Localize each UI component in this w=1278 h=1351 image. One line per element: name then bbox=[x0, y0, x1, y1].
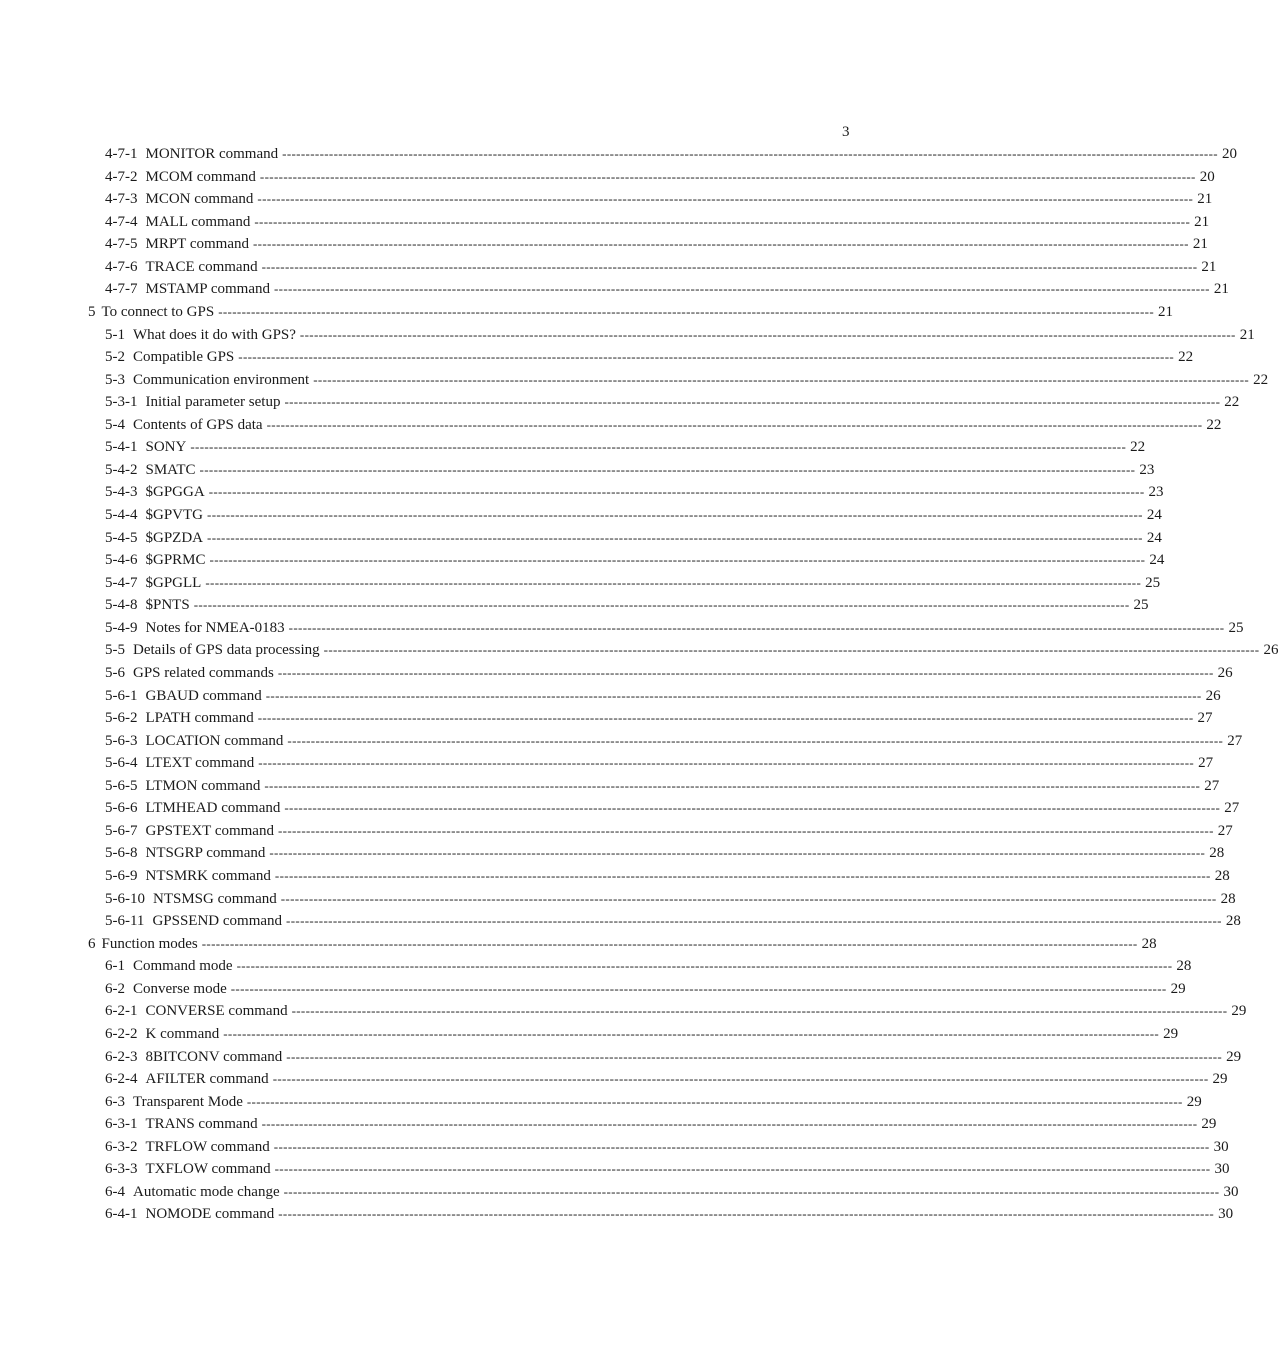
toc-dot-leader: -------------------------------------------------------------------------------------------------------------------------------------------------------------------------------------------------------- bbox=[252, 236, 1189, 252]
toc-entry-number: 5-4-1 bbox=[105, 439, 138, 456]
toc-entry-title: LTMON command bbox=[145, 777, 261, 794]
toc-entry-number: 5-6-5 bbox=[105, 777, 138, 794]
toc-entry-title: CONVERSE command bbox=[145, 1003, 288, 1020]
toc-entry-page: 28 bbox=[1209, 845, 1225, 862]
toc-dot-leader: -------------------------------------------------------------------------------------------------------------------------------------------------------------------------------------------------------- bbox=[259, 168, 1196, 184]
toc-entry[interactable] bbox=[0, 188, 1213, 211]
toc-entry-page: 21 bbox=[1158, 303, 1174, 320]
toc-entry-page: 26 bbox=[1263, 642, 1278, 659]
toc-dot-leader: -------------------------------------------------------------------------------------------------------------------------------------------------------------------------------------------------------- bbox=[282, 146, 1218, 161]
toc-entry-page: 22 bbox=[1178, 349, 1194, 366]
toc-entry-title: Automatic mode change bbox=[133, 1183, 280, 1200]
toc-entry-page: 23 bbox=[1148, 484, 1164, 501]
toc-entry-number: 5-4-9 bbox=[105, 619, 138, 636]
toc-entry-title: TXFLOW command bbox=[145, 1161, 271, 1178]
toc-entry-number: 5-4-3 bbox=[105, 484, 138, 501]
toc-dot-leader: -------------------------------------------------------------------------------------------------------------------------------------------------------------------------------------------------------- bbox=[201, 935, 1138, 951]
toc-entry-title: LPATH command bbox=[145, 710, 254, 727]
toc-entry-page: 24 bbox=[1149, 552, 1165, 569]
toc-entry-number: 5-6-7 bbox=[105, 822, 138, 839]
toc-entry[interactable] bbox=[0, 481, 1164, 504]
toc-entry[interactable] bbox=[0, 752, 1214, 775]
toc-dot-leader: -------------------------------------------------------------------------------------------------------------------------------------------------------------------------------------------------------- bbox=[264, 777, 1201, 793]
toc-entry-title: NTSMSG command bbox=[153, 890, 277, 907]
toc-entry-title: GPSTEXT command bbox=[145, 822, 274, 839]
toc-dot-leader: -------------------------------------------------------------------------------------------------------------------------------------------------------------------------------------------------------- bbox=[288, 619, 1225, 635]
toc-entry-page: 27 bbox=[1217, 822, 1233, 839]
toc-entry-title: NOMODE command bbox=[145, 1206, 275, 1223]
toc-entry-number: 5-4-8 bbox=[105, 597, 138, 614]
toc-entry-number: 4-7-1 bbox=[105, 146, 138, 162]
toc-entry[interactable] bbox=[0, 1023, 1179, 1046]
toc-entry-title: TRANS command bbox=[145, 1116, 258, 1133]
toc-entry-title: $GPZDA bbox=[145, 529, 204, 546]
toc-entry[interactable] bbox=[0, 1046, 1242, 1069]
toc-dot-leader: -------------------------------------------------------------------------------------------------------------------------------------------------------------------------------------------------------- bbox=[254, 213, 1191, 229]
toc-entry-title: Transparent Mode bbox=[133, 1093, 243, 1110]
toc-entry-page: 28 bbox=[1220, 890, 1236, 907]
toc-entry-page: 30 bbox=[1223, 1183, 1239, 1200]
toc-entry[interactable] bbox=[0, 955, 1192, 978]
toc-entry-number: 4-7-3 bbox=[105, 191, 138, 208]
toc-dot-leader: -------------------------------------------------------------------------------------------------------------------------------------------------------------------------------------------------------- bbox=[299, 326, 1236, 342]
toc-dot-leader: -------------------------------------------------------------------------------------------------------------------------------------------------------------------------------------------------------- bbox=[205, 574, 1142, 590]
toc-entry[interactable] bbox=[0, 436, 1146, 459]
toc-entry-number: 5-6-10 bbox=[105, 890, 145, 907]
toc-entry-number: 5-3 bbox=[105, 371, 125, 388]
toc-entry-number: 6-2-3 bbox=[105, 1048, 138, 1065]
toc-entry-number: 5-2 bbox=[105, 349, 125, 366]
toc-entry-number: 5-4-5 bbox=[105, 529, 138, 546]
toc-entry-title: Converse mode bbox=[133, 980, 227, 997]
toc-entry[interactable] bbox=[0, 143, 1237, 166]
toc-dot-leader: -------------------------------------------------------------------------------------------------------------------------------------------------------------------------------------------------------- bbox=[277, 822, 1214, 838]
toc-entry-title: LOCATION command bbox=[145, 732, 284, 749]
toc-entry-number: 6-2-4 bbox=[105, 1071, 138, 1088]
toc-entry-title: $GPRMC bbox=[145, 552, 206, 569]
toc-entry-page: 29 bbox=[1201, 1116, 1217, 1133]
toc-entry-number: 5-3-1 bbox=[105, 394, 138, 411]
toc-dot-leader: -------------------------------------------------------------------------------------------------------------------------------------------------------------------------------------------------------- bbox=[190, 439, 1127, 455]
toc-entry-title: $GPGGA bbox=[145, 484, 205, 501]
toc-entry[interactable] bbox=[0, 1068, 1228, 1091]
toc-dot-leader: -------------------------------------------------------------------------------------------------------------------------------------------------------------------------------------------------------- bbox=[291, 1003, 1228, 1019]
toc-entry-title: MCON command bbox=[145, 191, 254, 208]
toc-entry-page: 28 bbox=[1225, 913, 1241, 930]
toc-dot-leader: -------------------------------------------------------------------------------------------------------------------------------------------------------------------------------------------------------- bbox=[274, 1161, 1211, 1177]
toc-dot-leader: -------------------------------------------------------------------------------------------------------------------------------------------------------------------------------------------------------- bbox=[246, 1093, 1183, 1109]
toc-entry-page: 26 bbox=[1217, 664, 1233, 681]
toc-dot-leader: -------------------------------------------------------------------------------------------------------------------------------------------------------------------------------------------------------- bbox=[207, 507, 1143, 522]
toc-entry-number: 5-5 bbox=[105, 642, 125, 659]
toc-entry-page: 21 bbox=[1239, 326, 1255, 343]
toc-entry-number: 5-6-2 bbox=[105, 710, 138, 727]
toc-entry[interactable] bbox=[0, 211, 1210, 234]
toc-entry-number: 6-3-3 bbox=[105, 1161, 138, 1178]
toc-entry[interactable] bbox=[0, 1158, 1230, 1181]
toc-entry[interactable] bbox=[0, 572, 1161, 595]
toc-dot-leader: -------------------------------------------------------------------------------------------------------------------------------------------------------------------------------------------------------- bbox=[223, 1025, 1160, 1041]
toc-dot-leader: -------------------------------------------------------------------------------------------------------------------------------------------------------------------------------------------------------- bbox=[277, 664, 1214, 680]
toc-entry-page: 30 bbox=[1218, 1206, 1234, 1223]
toc-entry-page: 21 bbox=[1194, 213, 1210, 230]
toc-dot-leader: -------------------------------------------------------------------------------------------------------------------------------------------------------------------------------------------------------- bbox=[274, 281, 1210, 297]
toc-entry[interactable] bbox=[0, 1113, 1217, 1136]
toc-entry-page: 28 bbox=[1214, 868, 1230, 884]
toc-entry[interactable] bbox=[0, 910, 1241, 933]
toc-entry-title: GPS related commands bbox=[133, 664, 274, 681]
toc-entry-title: $PNTS bbox=[145, 597, 190, 614]
toc-entry-page: 21 bbox=[1213, 281, 1229, 298]
toc-entry-number: 6-2-1 bbox=[105, 1003, 138, 1020]
toc-entry-number: 4-7-2 bbox=[105, 168, 138, 185]
toc-entry-title: Notes for NMEA-0183 bbox=[145, 619, 285, 636]
toc-dot-leader: -------------------------------------------------------------------------------------------------------------------------------------------------------------------------------------------------------- bbox=[218, 303, 1155, 319]
toc-entry-number: 5-6-3 bbox=[105, 732, 138, 749]
toc-entry-page: 29 bbox=[1231, 1003, 1247, 1020]
toc-entry-number: 5-4 bbox=[105, 416, 125, 433]
toc-dot-leader: -------------------------------------------------------------------------------------------------------------------------------------------------------------------------------------------------------- bbox=[238, 349, 1175, 365]
toc-dot-leader: -------------------------------------------------------------------------------------------------------------------------------------------------------------------------------------------------------- bbox=[274, 868, 1211, 883]
toc-entry-page: 28 bbox=[1141, 935, 1157, 952]
toc-entry-title: MSTAMP command bbox=[145, 281, 270, 298]
toc-dot-leader: -------------------------------------------------------------------------------------------------------------------------------------------------------------------------------------------------------- bbox=[269, 845, 1206, 861]
toc-entry-number: 5-4-7 bbox=[105, 574, 138, 591]
toc-entry[interactable] bbox=[0, 978, 1186, 1001]
toc-dot-leader: -------------------------------------------------------------------------------------------------------------------------------------------------------------------------------------------------------- bbox=[273, 1138, 1210, 1154]
toc-entry-number: 6-2 bbox=[105, 980, 125, 997]
toc-entry-page: 29 bbox=[1212, 1071, 1228, 1088]
toc-dot-leader: -------------------------------------------------------------------------------------------------------------------------------------------------------------------------------------------------------- bbox=[236, 958, 1173, 974]
toc-entry-number: 5-6-6 bbox=[105, 800, 138, 817]
toc-entry[interactable] bbox=[0, 707, 1213, 730]
toc-entry-number: 5-4-6 bbox=[105, 552, 138, 569]
toc-entry-page: 25 bbox=[1228, 619, 1244, 636]
toc-entry-page: 30 bbox=[1213, 1138, 1229, 1155]
toc-entry-page: 25 bbox=[1145, 574, 1161, 591]
toc-entry-title: 8BITCONV command bbox=[145, 1048, 283, 1065]
toc-entry-page: 29 bbox=[1170, 980, 1186, 997]
toc-dot-leader: -------------------------------------------------------------------------------------------------------------------------------------------------------------------------------------------------------- bbox=[261, 1116, 1198, 1132]
toc-dot-leader: -------------------------------------------------------------------------------------------------------------------------------------------------------------------------------------------------------- bbox=[278, 1206, 1215, 1222]
toc-dot-leader: -------------------------------------------------------------------------------------------------------------------------------------------------------------------------------------------------------- bbox=[286, 1048, 1223, 1064]
toc-entry-title: GPSSEND command bbox=[152, 913, 283, 930]
toc-entry[interactable] bbox=[0, 1000, 1247, 1023]
toc-entry-title: Function modes bbox=[101, 935, 198, 952]
toc-entry-title: TRACE command bbox=[145, 258, 258, 275]
toc-entry-title: $GPVTG bbox=[145, 507, 204, 523]
toc-entry[interactable] bbox=[0, 1091, 1202, 1114]
toc-dot-leader: -------------------------------------------------------------------------------------------------------------------------------------------------------------------------------------------------------- bbox=[207, 529, 1143, 545]
toc-dot-leader: -------------------------------------------------------------------------------------------------------------------------------------------------------------------------------------------------------- bbox=[257, 710, 1194, 726]
toc-entry-title: SMATC bbox=[145, 461, 196, 478]
toc-entry-page: 20 bbox=[1199, 168, 1215, 185]
toc-dot-leader: -------------------------------------------------------------------------------------------------------------------------------------------------------------------------------------------------------- bbox=[313, 371, 1250, 387]
toc-entry-title: NTSMRK command bbox=[145, 868, 271, 884]
toc-entry[interactable] bbox=[0, 662, 1233, 685]
toc-entry[interactable] bbox=[0, 549, 1165, 572]
toc-entry-page: 24 bbox=[1146, 507, 1162, 523]
toc-entry[interactable] bbox=[0, 256, 1217, 279]
toc-dot-leader: -------------------------------------------------------------------------------------------------------------------------------------------------------------------------------------------------------- bbox=[209, 552, 1146, 568]
toc-entry-page: 20 bbox=[1221, 146, 1237, 162]
toc-dot-leader: -------------------------------------------------------------------------------------------------------------------------------------------------------------------------------------------------------- bbox=[287, 732, 1224, 748]
toc-dot-leader: -------------------------------------------------------------------------------------------------------------------------------------------------------------------------------------------------------- bbox=[257, 191, 1194, 207]
toc-entry-number: 6-3-1 bbox=[105, 1116, 138, 1133]
toc-entry-number: 6-3-2 bbox=[105, 1138, 138, 1155]
toc-entry-page: 22 bbox=[1206, 416, 1222, 433]
toc-entry-title: Initial parameter setup bbox=[145, 394, 281, 411]
toc-entry[interactable] bbox=[0, 527, 1162, 550]
toc-entry-title: To connect to GPS bbox=[101, 303, 215, 320]
toc-entry-title: LTMHEAD command bbox=[145, 800, 281, 817]
toc-entry[interactable] bbox=[0, 933, 1157, 956]
toc-entry-number: 5-4-2 bbox=[105, 461, 138, 478]
toc-entry[interactable] bbox=[0, 459, 1155, 482]
toc-entry-title: LTEXT command bbox=[145, 755, 255, 772]
toc-dot-leader: -------------------------------------------------------------------------------------------------------------------------------------------------------------------------------------------------------- bbox=[323, 642, 1260, 658]
toc-entry-page: 22 bbox=[1130, 439, 1146, 456]
toc-entry[interactable] bbox=[0, 233, 1208, 256]
toc-entry[interactable] bbox=[0, 594, 1149, 617]
toc-entry-title: K command bbox=[145, 1025, 220, 1042]
toc-entry-number: 5-6-8 bbox=[105, 845, 138, 862]
toc-entry[interactable] bbox=[0, 797, 1240, 820]
toc-entry-title: MONITOR command bbox=[145, 146, 279, 162]
toc-entry-title: What does it do with GPS? bbox=[133, 326, 296, 343]
toc-entry-page: 21 bbox=[1201, 258, 1217, 275]
toc-entry-page: 27 bbox=[1224, 800, 1240, 817]
toc-dot-leader: -------------------------------------------------------------------------------------------------------------------------------------------------------------------------------------------------------- bbox=[284, 394, 1221, 410]
toc-entry[interactable] bbox=[0, 391, 1240, 414]
toc-entry-number: 6 bbox=[88, 935, 96, 952]
toc-entry[interactable] bbox=[0, 865, 1230, 888]
toc-entry-title: Contents of GPS data bbox=[133, 416, 263, 433]
toc-entry[interactable] bbox=[0, 324, 1255, 347]
toc-dot-leader: -------------------------------------------------------------------------------------------------------------------------------------------------------------------------------------------------------- bbox=[284, 800, 1221, 816]
toc-entry-number: 4-7-7 bbox=[105, 281, 138, 298]
toc-dot-leader: -------------------------------------------------------------------------------------------------------------------------------------------------------------------------------------------------------- bbox=[265, 687, 1202, 703]
toc-entry[interactable] bbox=[0, 730, 1243, 753]
page-number: 3 bbox=[842, 124, 850, 140]
toc-dot-leader: -------------------------------------------------------------------------------------------------------------------------------------------------------------------------------------------------------- bbox=[280, 890, 1217, 906]
toc-entry-number: 6-4 bbox=[105, 1183, 125, 1200]
toc-entry-page: 29 bbox=[1163, 1025, 1179, 1042]
toc-entry-page: 25 bbox=[1133, 597, 1149, 614]
toc-dot-leader: -------------------------------------------------------------------------------------------------------------------------------------------------------------------------------------------------------- bbox=[272, 1071, 1209, 1087]
toc-entry[interactable] bbox=[0, 820, 1233, 843]
toc-entry[interactable] bbox=[0, 346, 1194, 369]
toc-entry[interactable] bbox=[0, 1203, 1234, 1226]
toc-entry[interactable] bbox=[0, 842, 1225, 865]
toc-entry-number: 5-6-1 bbox=[105, 687, 138, 704]
toc-entry-page: 27 bbox=[1197, 710, 1213, 727]
toc-entry[interactable] bbox=[0, 504, 1162, 527]
table-of-contents bbox=[0, 143, 1278, 1226]
toc-entry-page: 22 bbox=[1224, 394, 1240, 411]
toc-entry-number: 5 bbox=[88, 303, 96, 320]
toc-entry[interactable] bbox=[0, 639, 1278, 662]
toc-dot-leader: -------------------------------------------------------------------------------------------------------------------------------------------------------------------------------------------------------- bbox=[286, 913, 1222, 929]
toc-entry-page: 26 bbox=[1205, 687, 1221, 704]
toc-entry-number: 6-2-2 bbox=[105, 1025, 138, 1042]
toc-entry-number: 5-4-4 bbox=[105, 507, 138, 523]
toc-entry-title: MRPT command bbox=[145, 236, 249, 253]
toc-dot-leader: -------------------------------------------------------------------------------------------------------------------------------------------------------------------------------------------------------- bbox=[208, 484, 1145, 500]
toc-dot-leader: -------------------------------------------------------------------------------------------------------------------------------------------------------------------------------------------------------- bbox=[193, 597, 1130, 613]
toc-entry-page: 23 bbox=[1139, 461, 1155, 478]
toc-entry[interactable] bbox=[0, 685, 1221, 708]
toc-entry-number: 6-4-1 bbox=[105, 1206, 138, 1223]
toc-entry-number: 5-6 bbox=[105, 664, 125, 681]
toc-dot-leader: -------------------------------------------------------------------------------------------------------------------------------------------------------------------------------------------------------- bbox=[283, 1183, 1220, 1199]
toc-entry-title: NTSGRP command bbox=[145, 845, 266, 862]
toc-entry-title: Compatible GPS bbox=[133, 349, 235, 366]
toc-entry-title: TRFLOW command bbox=[145, 1138, 270, 1155]
toc-entry-page: 27 bbox=[1204, 777, 1220, 794]
toc-dot-leader: -------------------------------------------------------------------------------------------------------------------------------------------------------------------------------------------------------- bbox=[230, 980, 1167, 996]
toc-entry-title: GBAUD command bbox=[145, 687, 262, 704]
toc-entry[interactable] bbox=[0, 278, 1229, 301]
toc-entry-number: 6-3 bbox=[105, 1093, 125, 1110]
toc-entry-number: 4-7-4 bbox=[105, 213, 138, 230]
toc-entry-number: 6-1 bbox=[105, 958, 125, 975]
toc-entry-title: Details of GPS data processing bbox=[133, 642, 320, 659]
toc-entry-page: 24 bbox=[1146, 529, 1162, 546]
toc-entry-page: 30 bbox=[1214, 1161, 1230, 1178]
toc-entry-number: 5-6-11 bbox=[105, 913, 145, 930]
toc-entry-title: Communication environment bbox=[133, 371, 310, 388]
toc-entry-number: 4-7-6 bbox=[105, 258, 138, 275]
toc-entry-title: AFILTER command bbox=[145, 1071, 269, 1088]
toc-entry[interactable] bbox=[0, 414, 1222, 437]
toc-entry[interactable] bbox=[0, 888, 1236, 911]
toc-dot-leader: -------------------------------------------------------------------------------------------------------------------------------------------------------------------------------------------------------- bbox=[266, 416, 1203, 432]
toc-entry[interactable] bbox=[0, 1136, 1229, 1159]
toc-entry[interactable] bbox=[0, 166, 1215, 189]
toc-entry[interactable] bbox=[0, 369, 1269, 392]
toc-entry-number: 4-7-5 bbox=[105, 236, 138, 253]
toc-entry-page: 21 bbox=[1192, 236, 1208, 253]
toc-entry-page: 22 bbox=[1253, 371, 1269, 388]
toc-entry-number: 5-1 bbox=[105, 326, 125, 343]
toc-entry-page: 27 bbox=[1198, 755, 1214, 772]
toc-entry-page: 29 bbox=[1226, 1048, 1242, 1065]
toc-entry-page: 27 bbox=[1227, 732, 1243, 749]
toc-entry-title: Command mode bbox=[133, 958, 233, 975]
toc-dot-leader: -------------------------------------------------------------------------------------------------------------------------------------------------------------------------------------------------------- bbox=[199, 461, 1136, 477]
toc-entry-page: 29 bbox=[1186, 1093, 1202, 1110]
toc-entry-page: 28 bbox=[1176, 958, 1192, 975]
toc-entry-title: $GPGLL bbox=[145, 574, 202, 591]
toc-entry-title: MCOM command bbox=[145, 168, 256, 185]
toc-entry-title: SONY bbox=[145, 439, 187, 456]
toc-entry-title: MALL command bbox=[145, 213, 251, 230]
toc-entry[interactable] bbox=[0, 301, 1174, 324]
toc-entry[interactable] bbox=[0, 617, 1244, 640]
toc-dot-leader: -------------------------------------------------------------------------------------------------------------------------------------------------------------------------------------------------------- bbox=[258, 755, 1195, 771]
toc-dot-leader: -------------------------------------------------------------------------------------------------------------------------------------------------------------------------------------------------------- bbox=[261, 258, 1198, 274]
toc-entry[interactable] bbox=[0, 1181, 1239, 1204]
toc-entry-number: 5-6-9 bbox=[105, 868, 138, 884]
toc-entry[interactable] bbox=[0, 775, 1220, 798]
toc-entry-page: 21 bbox=[1197, 191, 1213, 208]
toc-entry-number: 5-6-4 bbox=[105, 755, 138, 772]
